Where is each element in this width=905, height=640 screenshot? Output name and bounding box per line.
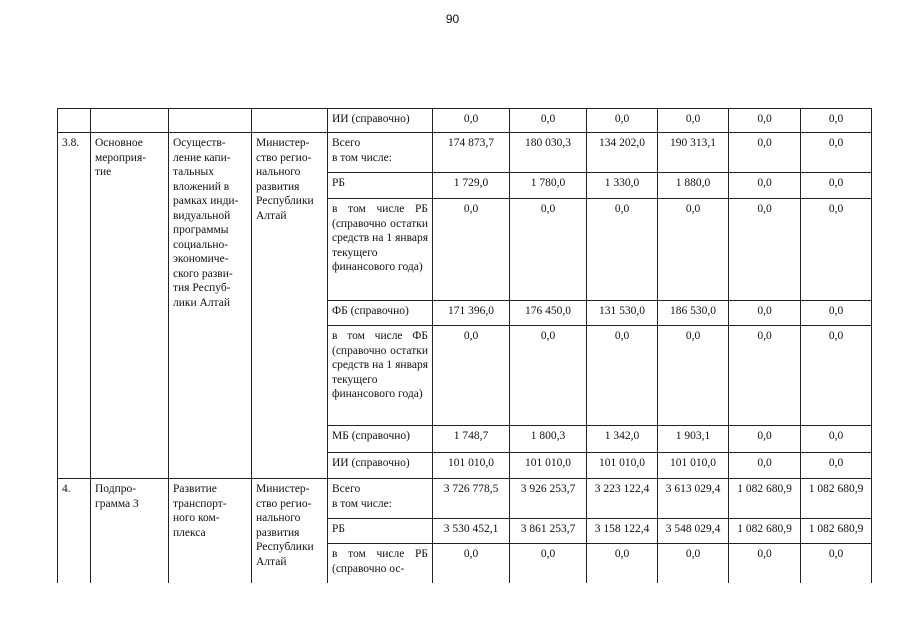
value-cell: 0,0 [729, 544, 801, 583]
value-cell: 131 530,0 [587, 301, 658, 326]
funding-source: РБ [328, 519, 433, 544]
value-cell: 3 158 122,4 [587, 519, 658, 544]
value-cell: 1 082 680,9 [801, 519, 872, 544]
value-cell: 101 010,0 [433, 453, 510, 479]
value-cell: 0,0 [587, 544, 658, 583]
empty-cell [58, 109, 91, 133]
value-cell: 1 082 680,9 [729, 519, 801, 544]
value-cell: 101 010,0 [510, 453, 587, 479]
value-cell: 0,0 [658, 544, 729, 583]
value-cell: 0,0 [658, 326, 729, 426]
value-cell: 0,0 [433, 199, 510, 301]
funding-source: в том числе РБ (справочно ос- [328, 544, 433, 583]
funding-source: ИИ (справочно) [328, 453, 433, 479]
item-number: 4. [58, 479, 91, 583]
value-cell: 0,0 [729, 326, 801, 426]
value-cell: 0,0 [729, 133, 801, 173]
value-cell: 0,0 [587, 199, 658, 301]
funding-source: МБ (справочно) [328, 426, 433, 453]
value-cell: 0,0 [729, 301, 801, 326]
value-cell: 171 396,0 [433, 301, 510, 326]
value-cell: 101 010,0 [658, 453, 729, 479]
value-cell: 3 726 778,5 [433, 479, 510, 519]
empty-cell [252, 109, 328, 133]
value-cell: 1 903,1 [658, 426, 729, 453]
value-cell: 0,0 [801, 544, 872, 583]
value-cell: 0,0 [510, 544, 587, 583]
value-cell: 0,0 [510, 326, 587, 426]
item-executor: Министер- ство регио- нального развития Республики Алтай [252, 479, 328, 583]
item-name: Основное мероприя- тие [91, 133, 169, 479]
value-cell: 0,0 [433, 326, 510, 426]
value-cell: 0,0 [587, 326, 658, 426]
value-cell: 0,0 [801, 109, 872, 133]
value-cell: 1 330,0 [587, 173, 658, 199]
value-cell: 1 082 680,9 [729, 479, 801, 519]
value-cell: 0,0 [729, 109, 801, 133]
value-cell: 0,0 [801, 453, 872, 479]
empty-cell [91, 109, 169, 133]
value-cell: 0,0 [658, 199, 729, 301]
table-row [58, 479, 872, 519]
funding-source: в том числе РБ (справочно остатки средств на 1 января текущего финансового года) [328, 199, 433, 301]
funding-source: в том числе ФБ (справочно остатки средств на 1 января текущего финансового года) [328, 326, 433, 426]
value-cell: 0,0 [729, 426, 801, 453]
funding-source: Всего в том числе: [328, 479, 433, 519]
page-number: 90 [445, 12, 460, 26]
value-cell: 1 729,0 [433, 173, 510, 199]
value-cell: 0,0 [510, 199, 587, 301]
value-cell: 0,0 [433, 544, 510, 583]
value-cell: 0,0 [658, 109, 729, 133]
value-cell: 176 450,0 [510, 301, 587, 326]
value-cell: 174 873,7 [433, 133, 510, 173]
item-number: 3.8. [58, 133, 91, 479]
value-cell: 0,0 [801, 133, 872, 173]
budget-table [57, 108, 872, 583]
value-cell: 1 780,0 [510, 173, 587, 199]
value-cell: 0,0 [801, 301, 872, 326]
item-executor: Министер- ство регио- нального развития Республики Алтай [252, 133, 328, 479]
value-cell: 0,0 [729, 173, 801, 199]
value-cell: 3 530 452,1 [433, 519, 510, 544]
value-cell: 3 548 029,4 [658, 519, 729, 544]
value-cell: 0,0 [801, 426, 872, 453]
value-cell: 190 313,1 [658, 133, 729, 173]
value-cell: 101 010,0 [587, 453, 658, 479]
value-cell: 3 926 253,7 [510, 479, 587, 519]
value-cell: 3 223 122,4 [587, 479, 658, 519]
table-row [58, 133, 872, 173]
value-cell: 3 861 253,7 [510, 519, 587, 544]
value-cell: 0,0 [510, 109, 587, 133]
value-cell: 0,0 [801, 173, 872, 199]
value-cell: 3 613 029,4 [658, 479, 729, 519]
value-cell: 0,0 [433, 109, 510, 133]
value-cell: 0,0 [729, 453, 801, 479]
value-cell: 134 202,0 [587, 133, 658, 173]
value-cell: 0,0 [801, 199, 872, 301]
item-description: Осуществ- ление капи- тальных вложений в рамках инди- видуальной программы социально- экономиче- ского разви- тия Респуб- лики Алтай [169, 133, 252, 479]
value-cell: 0,0 [801, 326, 872, 426]
value-cell: 180 030,3 [510, 133, 587, 173]
funding-source: Всего в том числе: [328, 133, 433, 173]
item-description: Развитие транспорт- ного ком- плекса [169, 479, 252, 583]
value-cell: 1 748,7 [433, 426, 510, 453]
item-name: Подпро- грамма 3 [91, 479, 169, 583]
funding-source: ФБ (справочно) [328, 301, 433, 326]
value-cell: 186 530,0 [658, 301, 729, 326]
funding-source: ИИ (справочно) [328, 109, 433, 133]
value-cell: 0,0 [587, 109, 658, 133]
value-cell: 1 342,0 [587, 426, 658, 453]
table-row [58, 109, 872, 133]
value-cell: 1 880,0 [658, 173, 729, 199]
empty-cell [169, 109, 252, 133]
value-cell: 1 800,3 [510, 426, 587, 453]
value-cell: 0,0 [729, 199, 801, 301]
value-cell: 1 082 680,9 [801, 479, 872, 519]
funding-source: РБ [328, 173, 433, 199]
